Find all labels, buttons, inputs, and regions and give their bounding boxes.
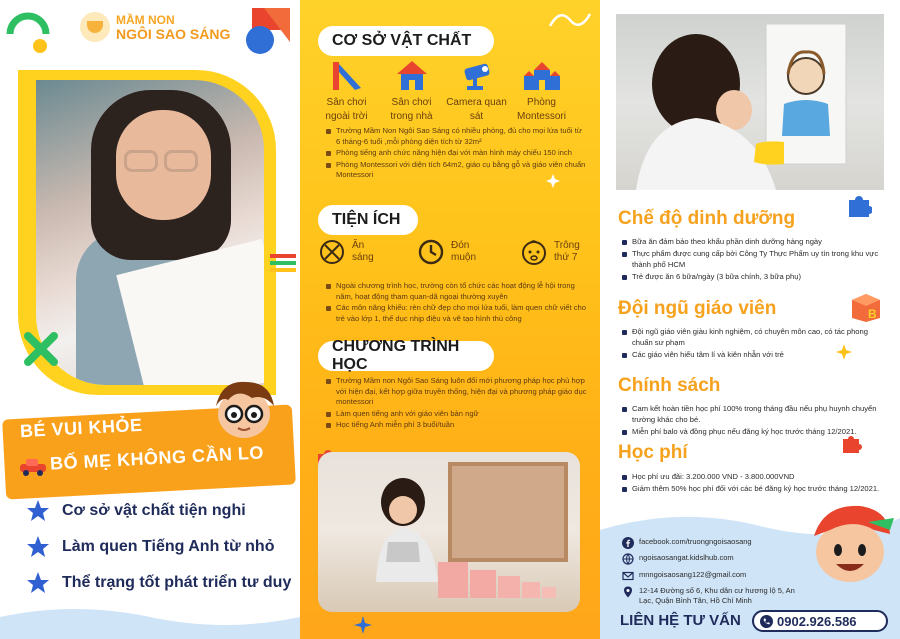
facility-label: Sân chơi trong nhà: [390, 97, 433, 122]
school-logo: [80, 12, 230, 42]
location-pin-icon: [622, 586, 634, 598]
puzzle-piece-icon: [840, 434, 862, 456]
heading-fees: Học phí: [618, 442, 688, 463]
facility-item: [444, 56, 509, 124]
rainbow-stripes-decoration: [270, 252, 296, 274]
green-arc-decoration: [6, 8, 52, 54]
photo-girl-writing: [36, 80, 264, 385]
contact-facebook[interactable]: [622, 537, 822, 549]
fees-bullets: [622, 472, 890, 496]
facilities-bullets: [326, 126, 588, 182]
facebook-text: facebook.com/truongngoisaosang: [639, 537, 752, 546]
section-title-program: CHƯƠNG TRÌNH HỌC: [318, 341, 494, 371]
logo-line-2: NGÔI SAO SÁNG: [116, 26, 231, 42]
feature-list: [26, 493, 291, 601]
panel-info: [300, 0, 600, 639]
house-icon: [394, 58, 430, 92]
star-icon: [26, 499, 50, 523]
heading-teachers: Đội ngũ giáo viên: [618, 298, 777, 319]
bullet-item: Làm quen tiếng anh với giáo viên bản ngữ: [326, 409, 588, 420]
swirl-decoration: [546, 6, 596, 36]
sparkle-icon: [354, 616, 372, 634]
facility-item: [379, 56, 444, 124]
facility-label: Phòng Montessori: [517, 97, 566, 122]
bullet-item: Cam kết hoàn tiền học phí 100% trong tháng đầu nếu phụ huynh chuyển trường khác cho bé.: [622, 404, 890, 425]
cartoon-boy-icon: [208, 374, 280, 440]
photo-girl-drawing: [616, 14, 884, 190]
bullet-item: Giảm thêm 50% học phí đối với các bé đăng ký học trước tháng 12/2021.: [622, 484, 890, 495]
contact-website[interactable]: [622, 553, 822, 565]
bullet-item: Học tiếng Anh miễn phí 3 buổi/tuần: [326, 420, 588, 431]
utility-item: [520, 238, 588, 266]
logo-emblem-icon: [80, 12, 110, 42]
facebook-icon: [622, 537, 634, 549]
facility-label: Camera quan sát: [446, 97, 507, 122]
phone-number: 0902.926.586: [777, 613, 857, 629]
feature-text: Thể trạng tốt phát triển tư duy: [62, 574, 292, 591]
green-cross-decoration: [24, 332, 58, 366]
contact-address: [622, 586, 802, 606]
facility-item: [314, 56, 379, 124]
address-text: 12-14 Đường số 6, Khu dân cư hương lộ 5, An Lạc, Quận Bình Tân, Hồ Chí Minh: [639, 586, 795, 605]
facility-icons-row: [314, 56, 594, 124]
bullet-item: Ngoài chương trình học, trường còn tổ chức các hoạt động lễ hội trong năm, hoạt động tham quan-dã ngoại thường xuyên: [326, 281, 588, 302]
program-bullets: [326, 376, 588, 432]
bullet-item: Trường Mầm Non Ngôi Sao Sáng có nhiều phòng, đủ cho mọi lứa tuổi từ 6 tháng-6 tuổi ,mỗi phòng diện tích từ 32m²: [326, 126, 588, 147]
logo-line-1: MẦM NON: [116, 13, 175, 27]
phone-icon: [760, 615, 773, 628]
facility-item: [509, 56, 574, 124]
panel-cover: [0, 0, 300, 639]
clock-icon: [417, 238, 445, 266]
feature-text: Làm quen Tiếng Anh từ nhỏ: [62, 538, 275, 555]
utility-label: Ăn sáng: [352, 240, 374, 263]
bullet-item: Bữa ăn đảm bảo theo khẩu phần dinh dưỡng hàng ngày: [622, 237, 890, 248]
utilities-bullets: [326, 281, 588, 325]
contact-email[interactable]: [622, 570, 822, 582]
slogan-line-1: BÉ VUI KHỎE: [19, 414, 143, 442]
utility-label: Trông thứ 7: [554, 240, 580, 263]
letter-block-icon: [848, 290, 884, 324]
school-building-icon: [522, 58, 562, 92]
sparkle-icon: [836, 344, 852, 360]
bullet-item: Đội ngũ giáo viên giàu kinh nghiệm, có chuyên môn cao, có tác phong chuẩn sư phạm: [622, 327, 890, 348]
utility-item: [417, 238, 485, 266]
feature-item: [26, 529, 291, 565]
bullet-item: Học phí ưu đãi: 3.200.000 VND - 3.800.000VND: [622, 472, 890, 483]
star-icon: [26, 535, 50, 559]
bullet-item: Trường Mầm non Ngôi Sao Sáng luôn đổi mới phương pháp học phù hợp với hiện đại, kết hợp giữa truyền thống, hiện đại và phương pháp giáo dục montessori: [326, 376, 588, 408]
section-title-utilities: TIỆN ÍCH: [318, 205, 418, 235]
nutrition-bullets: [622, 237, 890, 284]
website-text: ngoisaosangat.kidslhub.com: [639, 553, 734, 562]
feature-text: Cơ sở vật chất tiện nghi: [62, 502, 246, 519]
playground-slide-icon: [329, 58, 365, 92]
contact-cta: LIÊN HỆ TƯ VẤN: [620, 612, 741, 629]
cartoon-boy-icon: [804, 500, 896, 586]
feature-item: [26, 493, 291, 529]
mail-icon: [622, 570, 634, 582]
facility-label: Sân chơi ngoài trời: [325, 97, 368, 122]
bullet-item: Phòng Montessori với diện tích 64m2, giáo cụ bằng gỗ và giáo viên chuẩn Montessori: [326, 160, 588, 181]
slogan-line-2: BỐ MẸ KHÔNG CẦN LO: [49, 442, 265, 474]
globe-icon: [622, 553, 634, 565]
baby-face-icon: [520, 238, 548, 266]
camera-icon: [459, 58, 495, 92]
panel-details: [600, 0, 900, 639]
meal-plate-icon: [318, 238, 346, 266]
bullet-item: Thực phẩm được cung cấp bởi Công Ty Thực Phẩm uy tín trong khu vực thành phố HCM: [622, 249, 890, 270]
puzzle-piece-icon: [846, 194, 872, 220]
star-icon: [26, 571, 50, 595]
bullet-item: Các môn năng khiếu: rèn chữ đẹp cho mọi lứa tuổi, làm quen chữ viết cho trẻ vào lớp 1, thể dục nhịp điệu và vẽ tạo hình thủ công: [326, 303, 588, 324]
heading-policy: Chính sách: [618, 375, 721, 396]
feature-item: [26, 565, 291, 601]
photo-girl-montessori: [318, 452, 580, 612]
bullet-item: Miễn phí balo và đồng phục nếu đăng ký học trước tháng 12/2021.: [622, 427, 890, 438]
email-text: mnngoisaosang122@gmail.com: [639, 570, 747, 579]
red-blue-shape-decoration: [244, 8, 294, 58]
section-title-facilities: CƠ SỞ VẬT CHẤT: [318, 26, 494, 56]
utility-item: [318, 238, 382, 266]
heading-nutrition: Chế độ dinh dưỡng: [618, 208, 796, 229]
bullet-item: Phòng tiếng anh chức năng hiện đại với màn hình máy chiếu 150 inch: [326, 148, 588, 159]
bullet-item: Trẻ được ăn 6 bữa/ngày (3 bữa chính, 3 bữa phụ): [622, 272, 890, 283]
utility-icons-row: [318, 238, 588, 266]
svg-text:B: B: [868, 307, 877, 321]
toy-car-icon: [18, 458, 48, 476]
utility-label: Đón muộn: [451, 240, 477, 263]
bullet-item: Các giáo viên hiểu tâm lí và kiên nhẫn với trẻ: [622, 350, 890, 361]
phone-button[interactable]: [752, 610, 888, 632]
wave-decoration: [0, 599, 300, 639]
